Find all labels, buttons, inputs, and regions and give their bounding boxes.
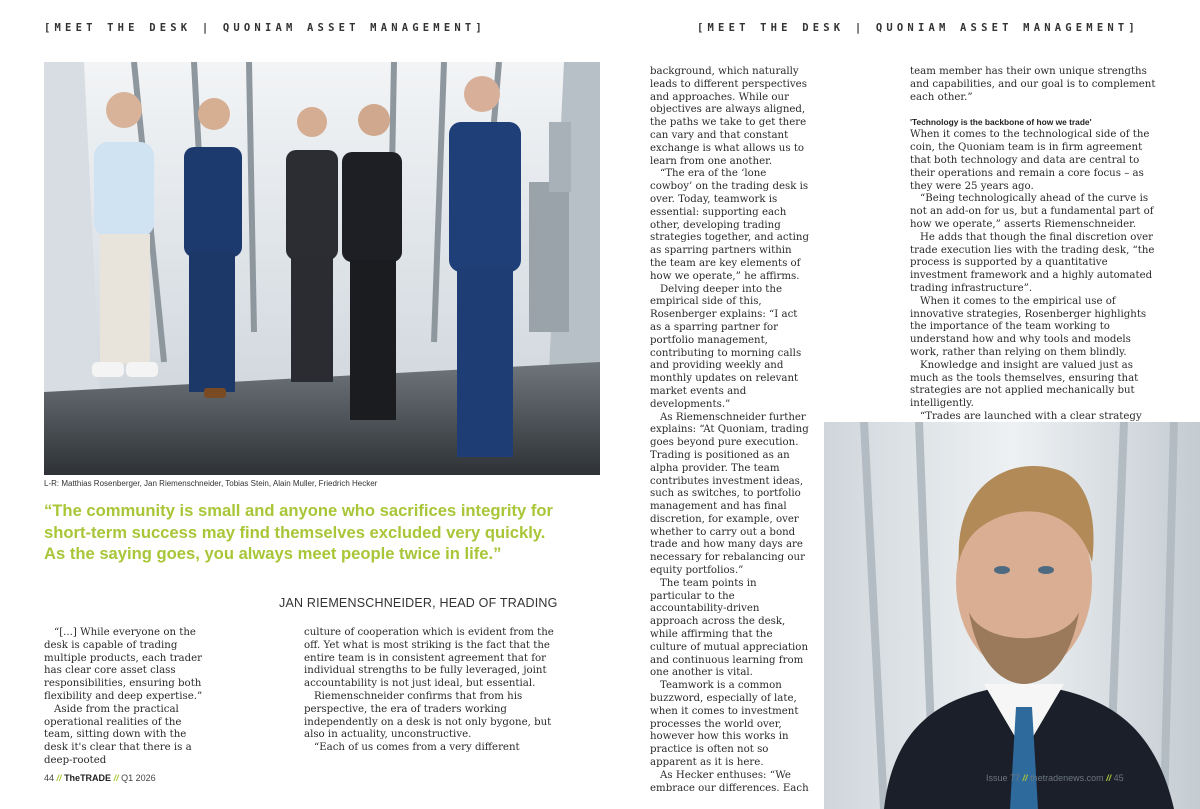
paragraph: When it comes to the empirical use of innovative strategies, Rosenberger highlights the importance of the team working to understand how and why tools and models work, rather than relying on them blindly. — [910, 295, 1147, 358]
running-header-left: [MEET THE DESK | QUONIAM ASSET MANAGEMENT] — [44, 22, 486, 34]
body-column-1 — [44, 627, 204, 768]
paragraph: team member has their own unique strengths and capabilities, and our goal is to complement each other.” — [910, 66, 1156, 103]
footer-divider: // — [113, 773, 119, 783]
paragraph: As Riemenschneider further explains: “At Quoniam, trading goes beyond pure execution. Trading is positioned as an alpha provider. The team contributes investment ideas, such as switches, to portfolio management and has final discretion, for example, over whether to carry out a bond trade and how many days are necessary for rebalancing our equity portfolios.” — [650, 411, 809, 577]
footer-left — [44, 773, 156, 783]
body-column-2 — [304, 627, 556, 755]
group-photo-illustration — [44, 62, 600, 475]
footer-right: Issue 77 // thetradenews.com // 45 — [986, 773, 1124, 783]
page-number-right: 45 — [1113, 773, 1124, 783]
paragraph: background, which naturally leads to different perspectives and approaches. While our objectives are always aligned, the paths we take to get there can vary and that constant exchange is what allows us to learn from one another. — [650, 66, 807, 167]
running-header-right: [MEET THE DESK | QUONIAM ASSET MANAGEMENT] — [697, 22, 1139, 34]
body-column-4 — [910, 66, 1156, 437]
paragraph: “Trades are launched with a clear strategy — [920, 410, 1142, 422]
photo-caption: L-R: Matthias Rosenberger, Jan Riemenschneider, Tobias Stein, Alain Muller, Friedrich Hecker — [44, 479, 378, 488]
brand-name: TheTRADE — [64, 773, 112, 783]
website-link[interactable]: thetradenews.com — [1030, 773, 1104, 783]
portrait-illustration — [824, 422, 1200, 809]
paragraph: He adds that though the final discretion over trade execution lies with the trading desk, “the process is supported by a quantitative investment framework and a highly automated trading infrastructure”. — [910, 231, 1155, 294]
paragraph: Riemenschneider confirms that from his perspective, the era of traders working independently on a desk is not only bygone, but also in actuality, unconstructive. — [304, 690, 552, 741]
pull-quote: “The community is small and anyone who sacrifices integrity for short-term success may find themselves excluded very quickly. As the saying goes, you always meet people twice in life.” — [44, 501, 554, 563]
paragraph: Teamwork is a common buzzword, especially of late, when it comes to investment processes the world over, however how this works in practice is often not so apparent as it is here. — [650, 680, 799, 769]
paragraph: Knowledge and insight are valued just as much as the tools themselves, ensuring that strategies are not applied mechanically but intelligently. — [910, 359, 1139, 410]
section-heading: 'Technology is the backbone of how we trade' — [910, 117, 1092, 128]
paragraph: Delving deeper into the empirical side of this, Rosenberger explains: “I act as a sparring partner for portfolio management, contributing to morning calls and providing weekly and monthly updates on relevant market events and developments.” — [650, 283, 802, 410]
paragraph: culture of cooperation which is evident from the off. Yet what is most striking is the fact that the entire team is in consistent agreement that for individual strengths to be fully leveraged, joint accountability is not just ideal, but essential. — [304, 627, 554, 690]
paragraph: “Each of us comes from a very different — [314, 742, 520, 754]
paragraph: As Hecker enthuses: “We embrace our differences. Each — [650, 769, 809, 794]
pull-quote-attribution: JAN RIEMENSCHNEIDER, HEAD OF TRADING — [279, 596, 558, 610]
paragraph: “[...] While everyone on the desk is capable of trading multiple products, each trader has clear core asset class responsibilities, ensuring both flexibility and deep expertise.” — [44, 627, 203, 702]
paragraph: The team points in particular to the accountability-driven approach across the desk, while affirming that the culture of mutual appreciation and continuous learning from one another is vital. — [650, 577, 809, 679]
portrait-photo — [824, 422, 1200, 809]
paragraph: “Being technologically ahead of the curve is not an add-on for us, but a fundamental part of how we operate,” asserts Riemenschneider. — [910, 193, 1154, 230]
issue-number: Issue 77 — [986, 773, 1021, 783]
paragraph: When it comes to the technological side of the coin, the Quoniam team is in firm agreement that both technology and data are central to their operations and remain a core focus – as they were 25 years ago. — [910, 129, 1150, 192]
page-number-left: 44 — [44, 773, 55, 783]
group-photo — [44, 62, 600, 475]
body-column-3 — [650, 66, 810, 795]
paragraph: Aside from the practical operational realities of the team, sitting down with the desk it's clear that there is a deep-rooted — [44, 703, 192, 766]
issue-label: Q1 2026 — [121, 773, 156, 783]
footer-divider: // — [56, 773, 62, 783]
paragraph: “The era of the ‘lone cowboy’ on the trading desk is over. Today, teamwork is essential: supporting each other, developing trading strategies together, and acting as sparring partners within the team are key elements of how we operate,” he affirms. — [650, 168, 809, 282]
